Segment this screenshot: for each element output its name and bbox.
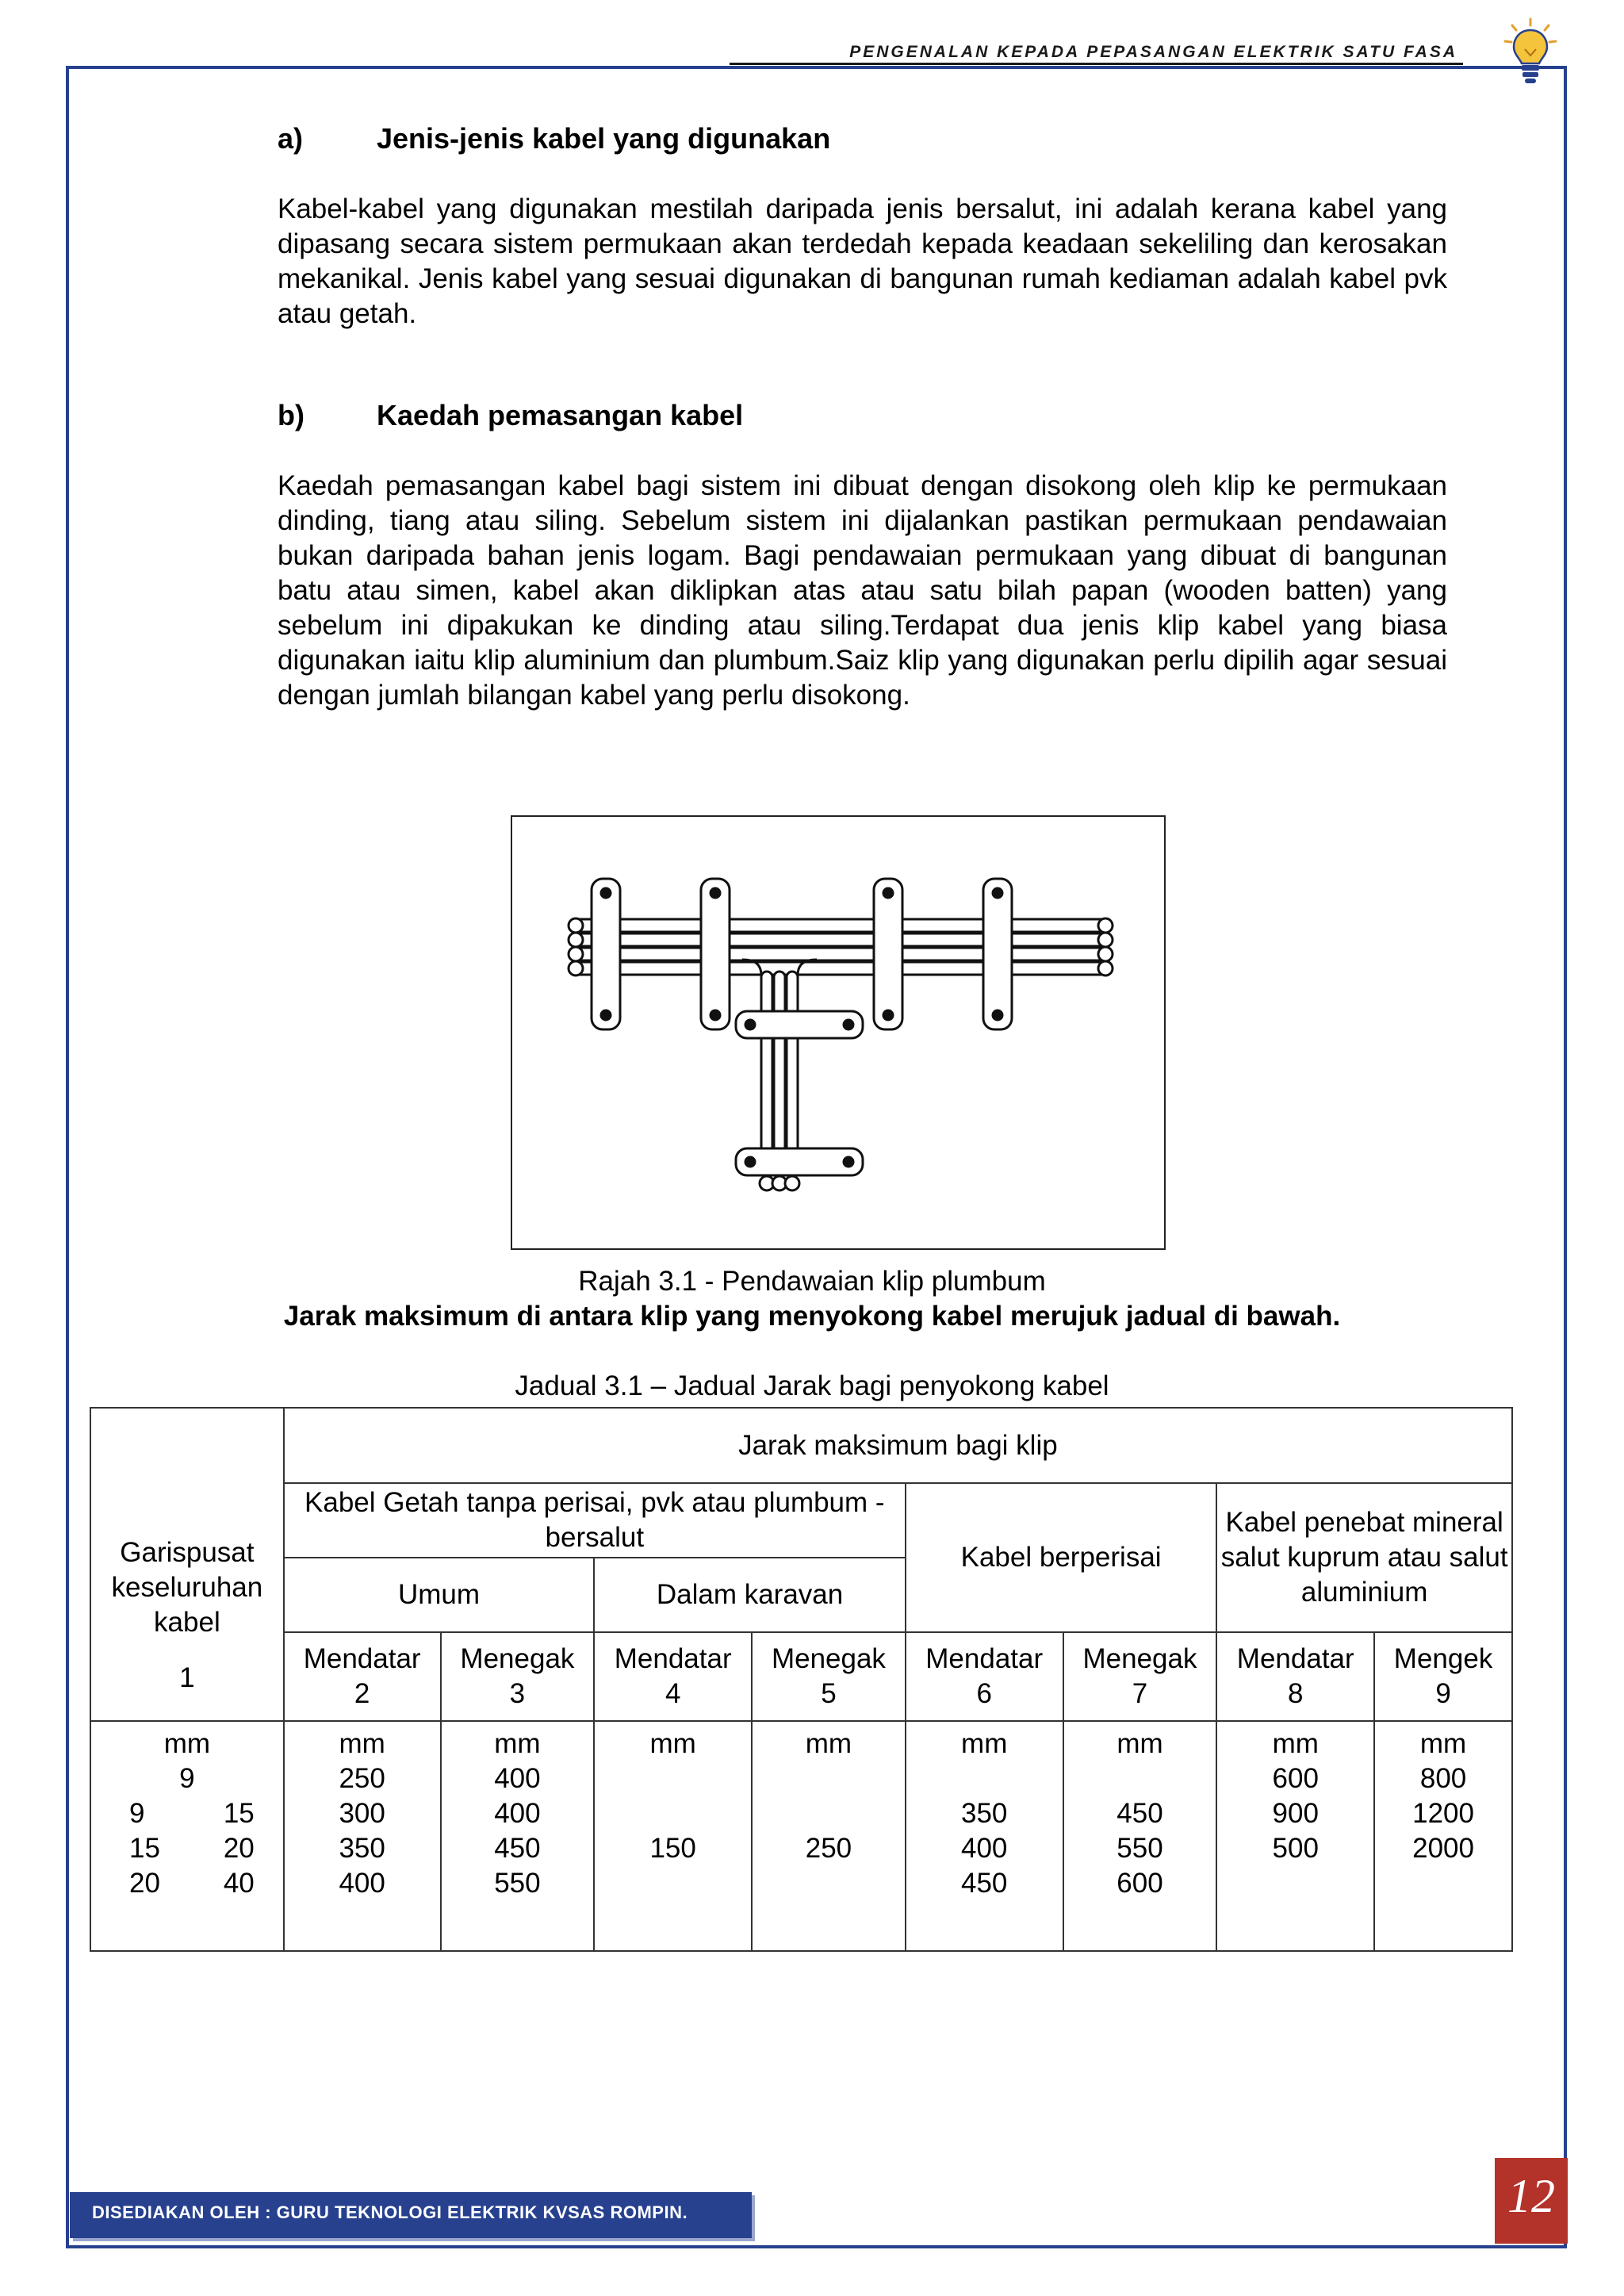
col-5-values: mm 250 — [752, 1721, 906, 1951]
diameter-values: mm 9 9 15 15 20 20 40 — [90, 1721, 284, 1951]
col-9-header: Mengek 9 — [1374, 1632, 1512, 1721]
armoured-cable-header: Kabel berperisai — [906, 1483, 1217, 1632]
diameter-header-cell — [90, 1408, 284, 1721]
section-b-title: Kaedah pemasangan kabel — [377, 399, 744, 431]
clip-wiring-diagram — [512, 817, 1164, 1248]
col-2-values: mm 250 300 350 400 — [284, 1721, 441, 1951]
col-6-header: Mendatar 6 — [906, 1632, 1063, 1721]
rubber-cable-header: Kabel Getah tanpa perisai, pvk atau plumbum -bersalut — [284, 1483, 906, 1558]
running-header: PENGENALAN KEPADA PEPASANGAN ELEKTRIK SATU FASA — [849, 43, 1457, 61]
col-9-values: mm 800 1200 2000 — [1374, 1721, 1512, 1951]
diameter-col-number: 1 — [179, 1662, 195, 1693]
figure-note: Jarak maksimum di antara klip yang menyokong kabel merujuk jadual di bawah. — [283, 1301, 1341, 1332]
section-a-heading — [278, 122, 830, 155]
clip-spacing-table — [90, 1407, 1513, 1952]
table-caption: Jadual 3.1 – Jadual Jarak bagi penyokong kabel — [515, 1370, 1109, 1401]
col-8-values: mm 600 900 500 — [1216, 1721, 1374, 1951]
header-rule — [730, 63, 1463, 65]
general-header: Umum — [284, 1558, 595, 1632]
page-number: 12 — [1507, 2170, 1555, 2222]
diameter-header: Garispusat keseluruhan kabel — [111, 1537, 263, 1638]
col-5-header: Menegak 5 — [752, 1632, 906, 1721]
section-a-marker: a) — [278, 122, 304, 155]
section-a-title: Jenis-jenis kabel yang digunakan — [377, 122, 831, 155]
caravan-header: Dalam karavan — [594, 1558, 906, 1632]
col-6-values: mm 350 400 450 — [906, 1721, 1063, 1951]
col-3-header: Menegak 3 — [441, 1632, 595, 1721]
section-b-body: Kaedah pemasangan kabel bagi sistem ini dibuat dengan disokong oleh klip ke permukaan dinding, tiang atau siling. Sebelum sistem ini dijalankan pastikan permukaan pendawaian bukan daripada bahan jenis logam. Bagi pendawaian permukaan yang dibuat di bangunan batu atau simen, kabel akan diklipkan atas atau satu bilah papan (wooden batten) yang sebelum ini dipakukan ke dinding atau siling.Terdapat dua jenis klip kabel yang biasa digunakan iaitu klip aluminium dan plumbum.Saiz klip yang digunakan perlu dipilih agar sesuai dengan jumlah bilangan kabel yang perlu disokong. — [278, 470, 1447, 711]
mineral-cable-header: Kabel penebat mineral salut kuprum atau salut aluminium — [1216, 1483, 1512, 1632]
col-8-header: Mendatar 8 — [1216, 1632, 1374, 1721]
col-7-header: Menegak 7 — [1063, 1632, 1217, 1721]
col-7-values: mm 450 550 600 — [1063, 1721, 1217, 1951]
section-b-marker: b) — [278, 399, 304, 431]
figure-clip-wiring — [511, 815, 1166, 1250]
section-a-body: Kabel-kabel yang digunakan mestilah daripada jenis bersalut, ini adalah kerana kabel yang dipasang secara sistem permukaan akan terdedah kepada keadaan sekeliling dan kerosakan mekanikal. Jenis kabel yang sesuai digunakan di bangunan rumah kediaman adalah kabel pvk atau getah. — [278, 194, 1447, 329]
footer-credit: DISEDIAKAN OLEH : GURU TEKNOLOGI ELEKTRIK KVSAS ROMPIN. — [92, 2202, 688, 2222]
max-spacing-header: Jarak maksimum bagi klip — [284, 1408, 1512, 1483]
figure-caption: Rajah 3.1 - Pendawaian klip plumbum — [578, 1266, 1046, 1297]
section-b-heading — [278, 399, 743, 432]
col-3-values: mm 400 400 450 550 — [441, 1721, 595, 1951]
col-2-header: Mendatar 2 — [284, 1632, 441, 1721]
col-4-values: mm 150 — [594, 1721, 752, 1951]
col-4-header: Mendatar 4 — [594, 1632, 752, 1721]
